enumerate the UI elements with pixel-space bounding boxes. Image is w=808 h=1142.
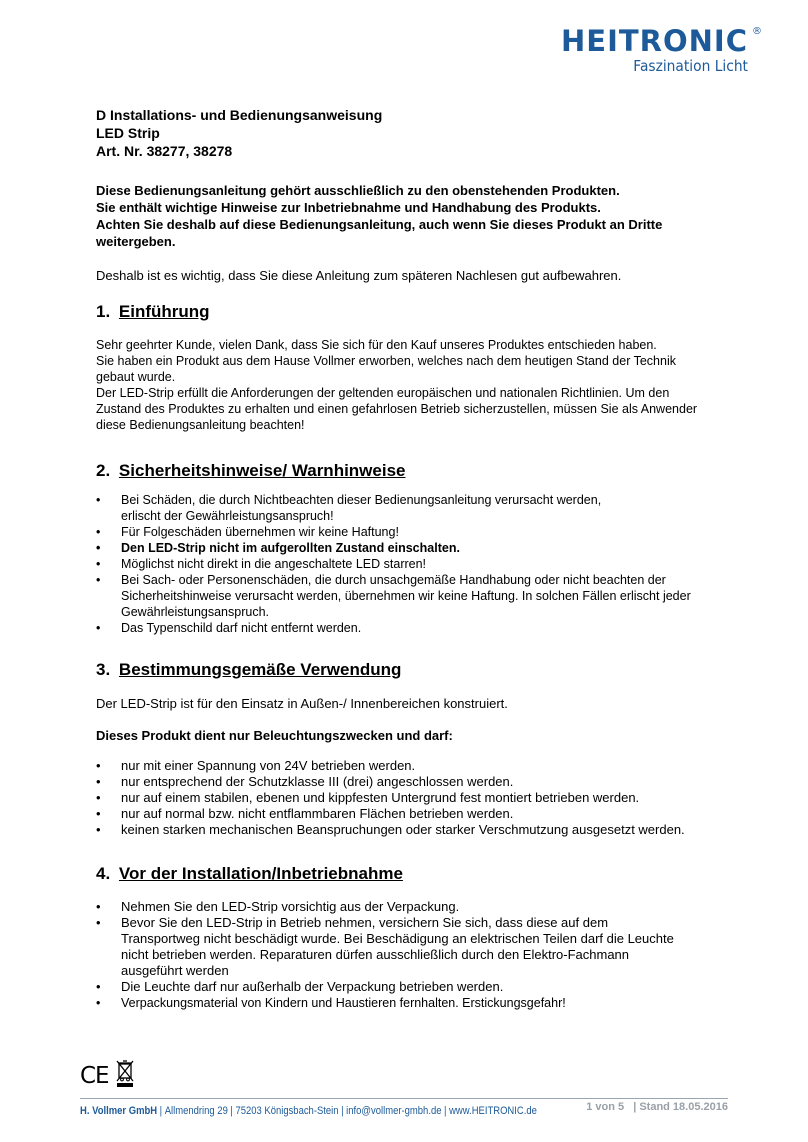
bullet-icon: • [96, 541, 101, 555]
section-1-text [96, 337, 716, 433]
page-footer [80, 1098, 728, 1117]
title-line-3: Art. Nr. 38277, 38278 [96, 143, 233, 159]
bullet-icon: • [96, 899, 101, 914]
footer-separator: | [230, 1105, 233, 1117]
page-number: 1 von 5 [586, 1101, 625, 1113]
list-item: • Bevor Sie den LED-Strip in Betrieb nehmen, versichern Sie sich, dass diese auf dem Transportweg nicht beschädigt wurde. Bei Beschädigung an elektrischen Teilen darf die Leuchte nicht betrieben werden. Reparaturen dürfen ausschließlich durch den Elektro-Fachmann ausgeführt werden [96, 915, 674, 978]
page-info [586, 1101, 728, 1113]
list-item: • keinen starken mechanischen Beanspruchungen oder starker Verschmutzung ausgesetzt werden. [96, 822, 685, 837]
footer-city: 75203 Königsbach-Stein [235, 1105, 339, 1117]
footer-web-link[interactable]: www.HEITRONIC.de [449, 1105, 537, 1117]
section-1-line-3: Der LED-Strip erfüllt die Anforderungen der geltenden europäischen und nationalen Richtlinien. Um den Zustand des Produktes zu erhalten und einen gefahrlosen Betrieb sicherzustellen, müssen Sie als Anwender diese Bedienungsanleitung beachten! [96, 386, 698, 432]
bullet-icon: • [96, 525, 101, 539]
bullet-icon: • [96, 996, 101, 1010]
section-3-para: Der LED-Strip ist für den Einsatz in Außen-/ Innenbereichen konstruiert. [96, 696, 508, 711]
bullet-icon: • [96, 822, 101, 837]
bullet-icon: • [96, 573, 101, 587]
list-item: • Das Typenschild darf nicht entfernt werden. [96, 621, 362, 635]
section-3-subheading: Dieses Produkt dient nur Beleuchtungszwecken und darf: [96, 728, 453, 743]
section-1-number: 1. [96, 302, 111, 321]
footer-address [80, 1105, 537, 1117]
section-3-heading [96, 659, 716, 681]
list-item: • Für Folgeschäden übernehmen wir keine Haftung! [96, 525, 399, 539]
list-item: • Verpackungsmaterial von Kindern und Haustieren fernhalten. Erstickungsgefahr! [96, 996, 566, 1010]
list-item: • Bei Sach- oder Personenschäden, die durch unsachgemäße Handhabung oder nicht beachten der Sicherheitshinweise verursacht werden, übernehmen wir keine Haftung. In solchen Fällen erlischt jeder Gewährleistungsanspruch. [96, 573, 691, 619]
list-item: • Die Leuchte darf nur außerhalb der Verpackung betrieben werden. [96, 979, 504, 994]
intro-line-3: Achten Sie deshalb auf diese Bedienungsanleitung, auch wenn Sie dieses Produkt an Dritte weitergeben. [96, 217, 663, 249]
logo-wordmark: HEITRONIC [561, 24, 748, 58]
section-3-number: 3. [96, 660, 111, 679]
section-4-title: Vor der Installation/Inbetriebnahme [118, 864, 403, 883]
footer-email-link[interactable]: info@vollmer-gmbh.de [346, 1105, 442, 1117]
document-body [96, 106, 716, 1011]
footer-street: Allmendring 29 [164, 1105, 228, 1117]
installation-list [96, 899, 716, 1011]
usage-list [96, 758, 716, 838]
list-item: • Bei Schäden, die durch Nichtbeachten dieser Bedienungsanleitung verursacht werden, erlischt der Gewährleistungsanspruch! [96, 493, 602, 523]
section-2-number: 2. [96, 461, 111, 480]
bullet-icon: • [96, 758, 101, 773]
registered-mark: ® [752, 26, 762, 37]
list-item: • Möglichst nicht direkt in die angeschaltete LED starren! [96, 557, 427, 571]
intro-notice [96, 182, 716, 250]
bullet-icon: • [96, 557, 101, 571]
section-1-line-2: Sie haben ein Produkt aus dem Hause Vollmer erworben, welches nach dem heutigen Stand der Technik gebaut wurde. [96, 354, 676, 384]
bullet-icon: • [96, 790, 101, 805]
keep-note: Deshalb ist es wichtig, dass Sie diese Anleitung zum späteren Nachlesen gut aufbewahren. [96, 268, 622, 283]
bullet-icon: • [96, 806, 101, 821]
intro-line-2: Sie enthält wichtige Hinweise zur Inbetriebnahme und Handhabung des Produkts. [96, 200, 601, 215]
section-4-number: 4. [96, 864, 111, 883]
safety-list [96, 492, 716, 636]
logo-tagline: Faszination Licht [633, 57, 748, 75]
bullet-icon: • [96, 621, 101, 635]
list-item: • nur mit einer Spannung von 24V betrieben werden. [96, 758, 416, 773]
section-2-title: Sicherheitshinweise/ Warnhinweise [118, 461, 406, 480]
crossed-out-wheelie-bin-icon [115, 1058, 135, 1093]
intro-line-1: Diese Bedienungsanleitung gehört ausschließlich zu den obenstehenden Produkten. [96, 183, 620, 198]
bullet-icon: • [96, 774, 101, 789]
bullet-icon: • [96, 493, 101, 507]
compliance-marks [80, 1058, 135, 1093]
section-3-title: Bestimmungsgemäße Verwendung [118, 660, 402, 679]
section-1-heading [96, 301, 716, 323]
list-item: • nur auf normal bzw. nicht entflammbaren Flächen betrieben werden. [96, 806, 514, 821]
footer-separator: | [341, 1105, 344, 1117]
title-line-1: D Installations- und Bedienungsanweisung [96, 107, 383, 123]
section-4-heading [96, 863, 716, 885]
list-item: • nur entsprechend der Schutzklasse III (drei) angeschlossen werden. [96, 774, 514, 789]
footer-separator: | [444, 1105, 447, 1117]
heitronic-logo [561, 24, 762, 75]
footer-separator: | [159, 1105, 163, 1117]
footer-company: H. Vollmer GmbH [80, 1105, 158, 1117]
list-item: • nur auf einem stabilen, ebenen und kippfesten Untergrund fest montiert betrieben werden. [96, 790, 640, 805]
document-title [96, 106, 716, 160]
title-line-2: LED Strip [96, 125, 160, 141]
section-1-line-1: Sehr geehrter Kunde, vielen Dank, dass Sie sich für den Kauf unseres Produktes entschieden haben. [96, 338, 657, 352]
ce-mark: CE [80, 1062, 109, 1089]
section-1-title: Einführung [118, 302, 210, 321]
section-2-heading [96, 460, 716, 482]
document-date: | Stand 18.05.2016 [633, 1101, 728, 1113]
list-item: • Den LED-Strip nicht im aufgerollten Zustand einschalten. [96, 541, 460, 555]
bullet-icon: • [96, 915, 101, 930]
bullet-icon: • [96, 979, 101, 994]
list-item: • Nehmen Sie den LED-Strip vorsichtig aus der Verpackung. [96, 899, 460, 914]
